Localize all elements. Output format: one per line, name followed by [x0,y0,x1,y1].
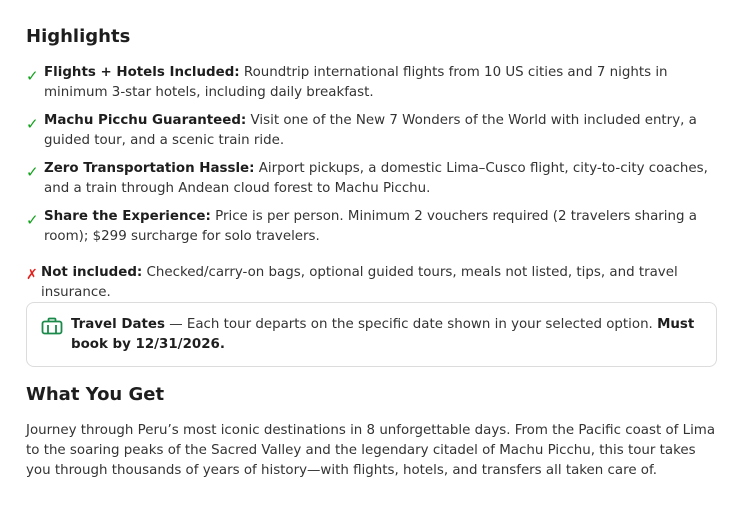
highlight-label: Machu Picchu Guaranteed: [44,113,247,128]
highlight-text: Visit one of the New 7 Wonders of the World with included entry, a guided tour, and a scenic train ride. [44,113,697,148]
highlight-label: Share the Experience: [44,209,211,224]
highlight-label: Flights + Hotels Included: [44,65,240,80]
not-included-label: Not included: [41,265,143,280]
booking-deadline: Must book by 12/31/2026. [71,317,695,352]
check-icon: ✓ [26,211,39,229]
highlights-heading: Highlights [26,26,131,47]
travel-dates-notice [26,302,717,367]
highlight-item [26,159,722,199]
highlight-text: Roundtrip international flights from 10 US cities and 7 nights in minimum 3-star hotels, including daily breakfast. [44,65,668,100]
check-icon: ✓ [26,163,39,181]
highlight-label: Zero Transportation Hassle: [44,161,255,176]
check-icon: ✓ [26,115,39,133]
check-icon: ✓ [26,67,39,85]
not-included-item [26,263,722,303]
briefcase-icon [41,317,63,366]
highlight-item [26,63,722,103]
highlight-item [26,207,722,247]
what-you-get-description: Journey through Peru’s most iconic destinations in 8 unforgettable days. From the Pacific coast of Lima to the soaring peaks of the Sacred Valley and the legendary citadel of Machu Picchu, this tour takes you through thousands of years of history—with flights, hotels, and transfers all taken care of. [26,423,716,478]
travel-dates-text: — Each tour departs on the specific date shown in your selected option. [164,317,658,332]
highlight-item [26,111,722,151]
highlight-text: Price is per person. Minimum 2 vouchers required (2 travelers sharing a room); $299 surcharge for solo travelers. [44,209,697,244]
not-included-text: Checked/carry-on bags, optional guided tours, meals not listed, tips, and travel insurance. [41,265,678,300]
travel-dates-label: Travel Dates [71,317,165,332]
what-you-get-heading: What You Get [26,384,165,405]
highlight-text: Airport pickups, a domestic Lima–Cusco flight, city-to-city coaches, and a train through Andean cloud forest to Machu Picchu. [44,161,708,196]
cross-icon: ✗ [26,267,38,283]
